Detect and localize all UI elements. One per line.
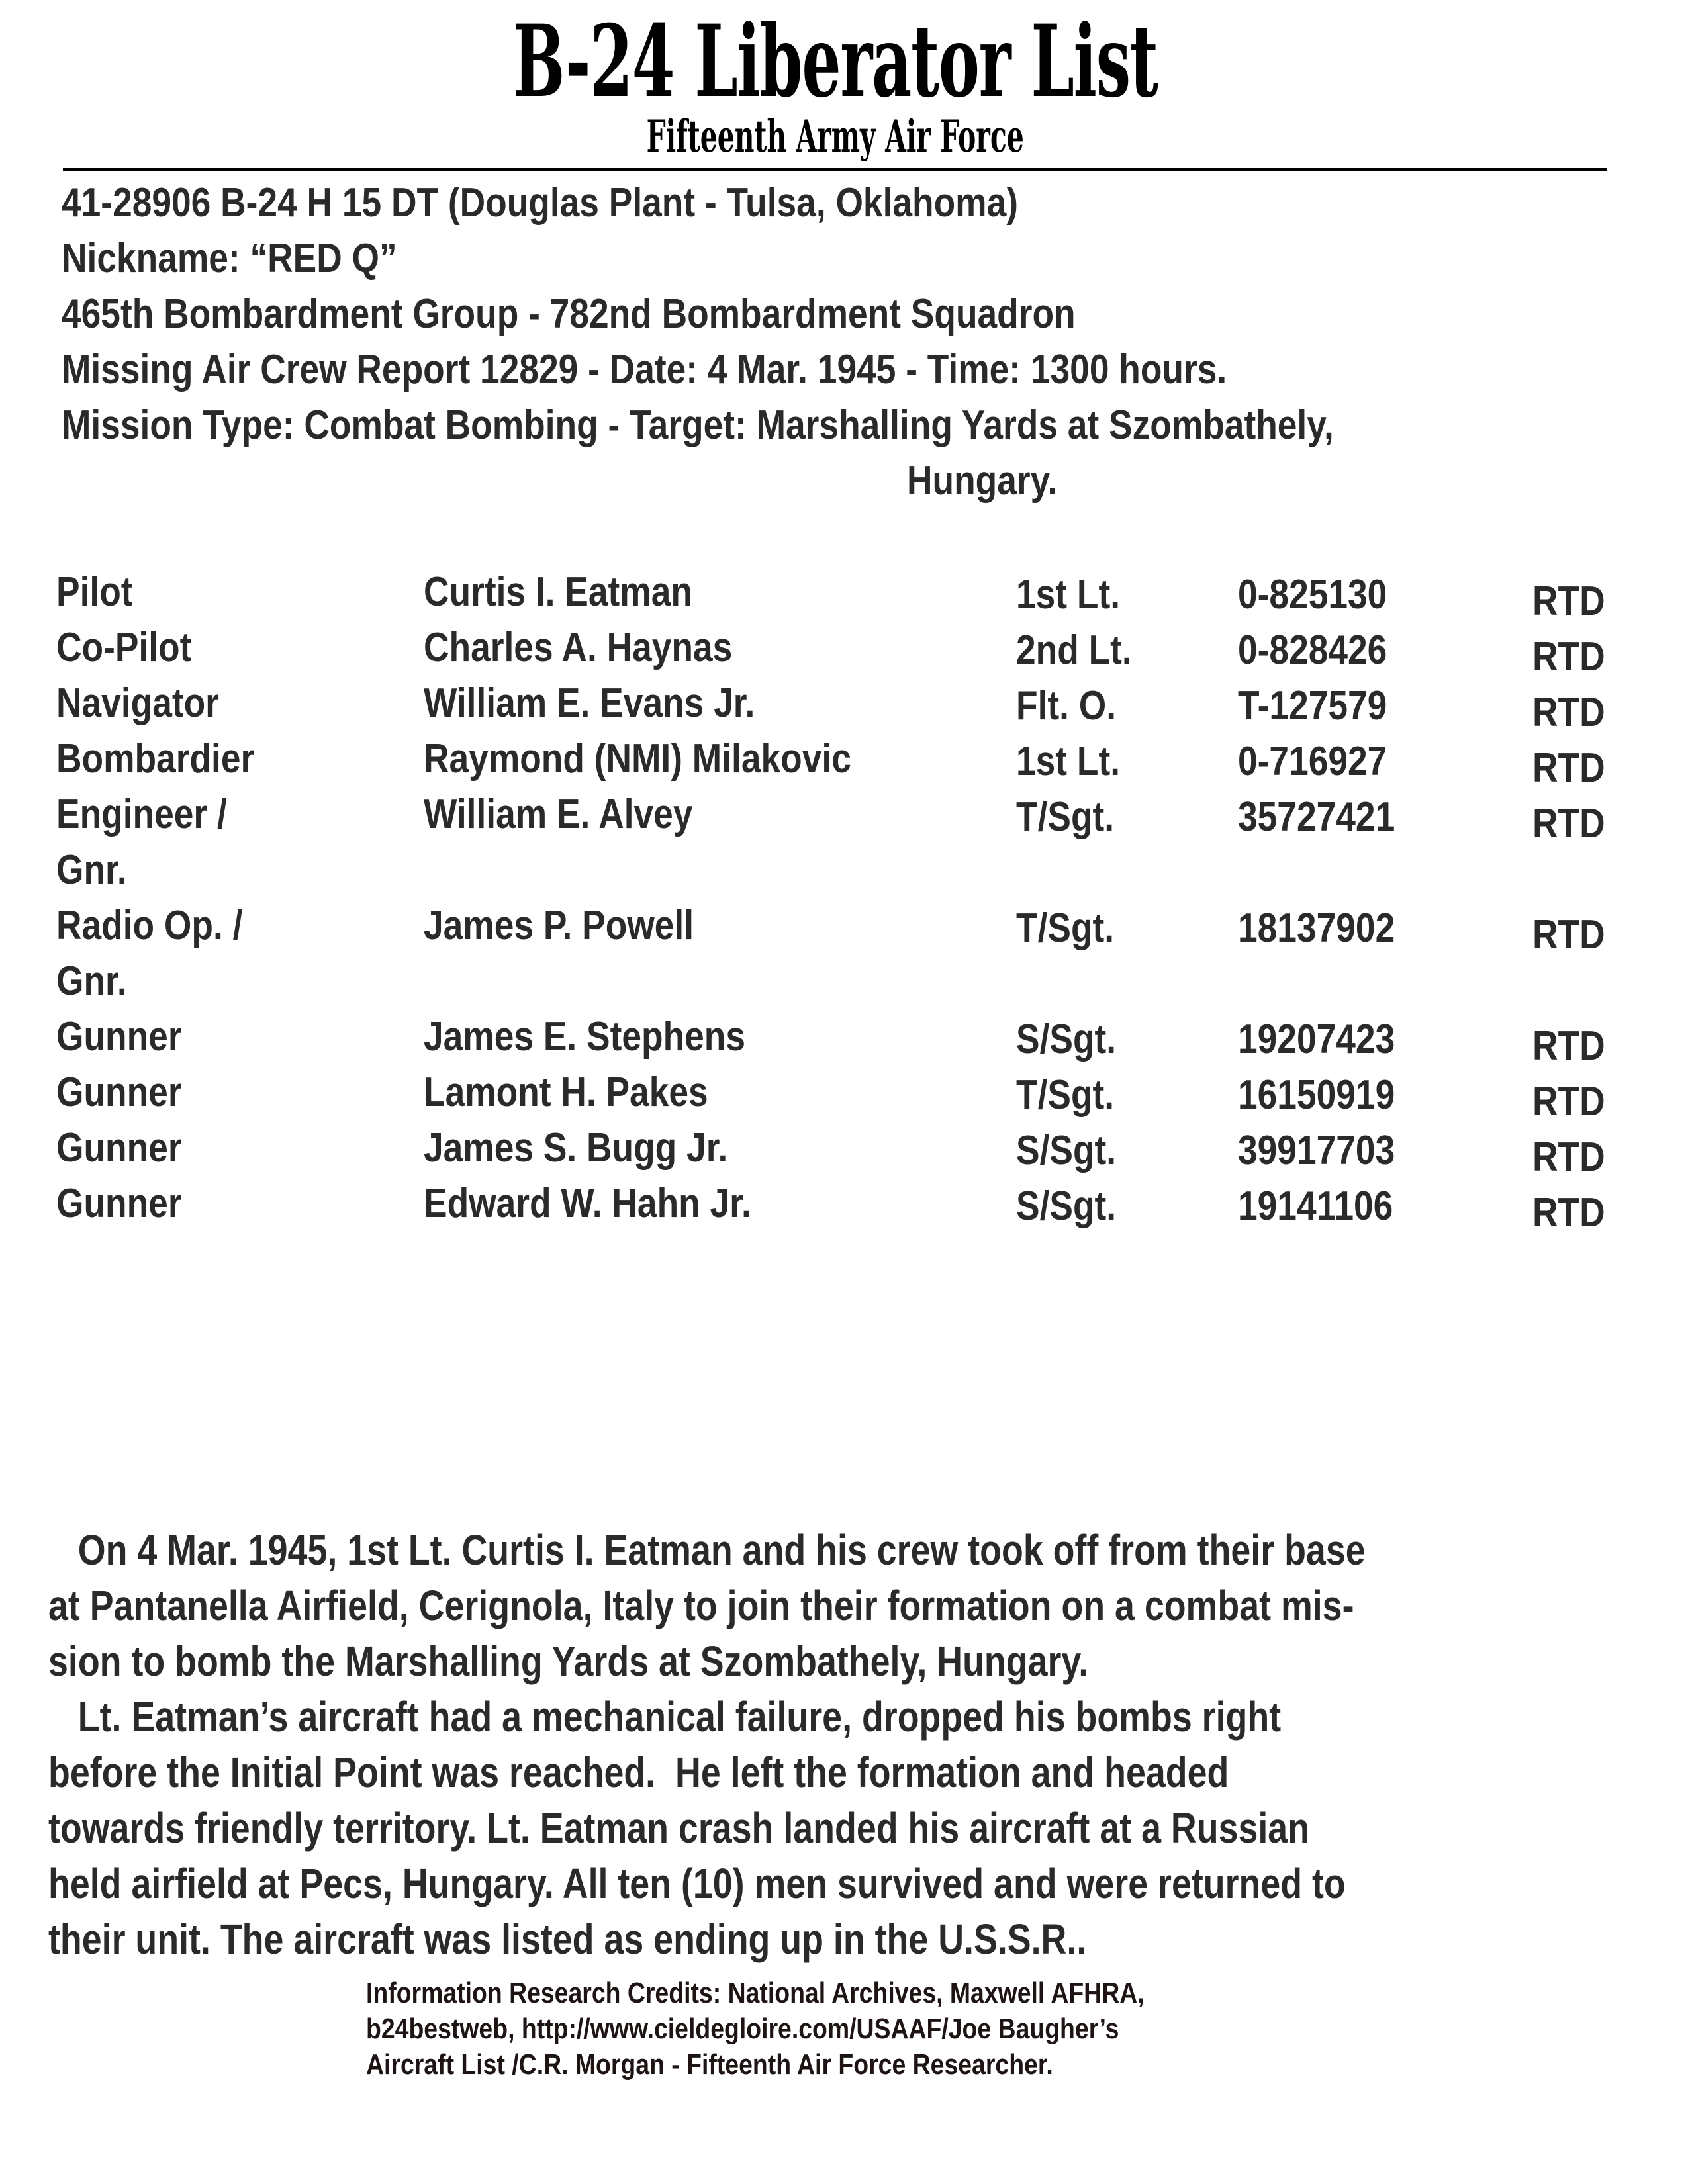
crew-name: William E. Alvey (424, 792, 693, 837)
narrative-line: sion to bomb the Marshalling Yards at Szombathely, Hungary. (48, 1637, 1089, 1685)
aircraft-mission: Mission Type: Combat Bombing - Target: Marshalling Yards at Szombathely, (62, 402, 1334, 448)
crew-status: RTD (1532, 1190, 1605, 1236)
crew-status: RTD (1532, 801, 1605, 846)
crew-rank: S/Sgt. (1016, 1183, 1117, 1229)
crew-name: Charles A. Haynas (424, 625, 733, 670)
crew-rank: 1st Lt. (1016, 739, 1121, 784)
crew-position: Co-Pilot (56, 625, 192, 670)
crew-position-continued: Gnr. (56, 958, 127, 1004)
crew-status: RTD (1532, 912, 1605, 958)
crew-status: RTD (1532, 745, 1605, 791)
crew-rank: 1st Lt. (1016, 572, 1121, 617)
crew-position: Bombardier (56, 736, 255, 782)
crew-name: James S. Bugg Jr. (424, 1125, 728, 1171)
crew-position: Gunner (56, 1125, 182, 1171)
crew-position: Gunner (56, 1181, 182, 1226)
narrative-line: held airfield at Pecs, Hungary. All ten (10) men survived and were returned to (48, 1860, 1346, 1907)
crew-status: RTD (1532, 578, 1605, 624)
aircraft-serial-line: 41-28906 B-24 H 15 DT (Douglas Plant - Tulsa, Oklahoma) (62, 180, 1019, 226)
crew-position-continued: Gnr. (56, 847, 127, 893)
crew-serial: T-127579 (1238, 683, 1387, 729)
crew-status: RTD (1532, 1023, 1605, 1069)
crew-position: Radio Op. / (56, 903, 243, 948)
crew-rank: S/Sgt. (1016, 1017, 1117, 1062)
crew-serial: 39917703 (1238, 1128, 1395, 1173)
crew-rank: Flt. O. (1016, 683, 1117, 729)
crew-status: RTD (1532, 634, 1605, 680)
narrative-line: towards friendly territory. Lt. Eatman crash landed his aircraft at a Russian (48, 1804, 1310, 1852)
crew-serial: 0-825130 (1238, 572, 1387, 617)
crew-position: Engineer / (56, 792, 227, 837)
crew-rank: 2nd Lt. (1016, 627, 1132, 673)
crew-serial: 19141106 (1238, 1183, 1393, 1229)
crew-name: Lamont H. Pakes (424, 1069, 708, 1115)
crew-serial: 0-716927 (1238, 739, 1387, 784)
crew-name: Edward W. Hahn Jr. (424, 1181, 751, 1226)
crew-status: RTD (1532, 690, 1605, 735)
aircraft-nickname: Nickname: “RED Q” (62, 236, 397, 281)
header-divider (63, 168, 1607, 171)
aircraft-macr: Missing Air Crew Report 12829 - Date: 4 Mar. 1945 - Time: 1300 hours. (62, 347, 1227, 392)
aircraft-unit: 465th Bombardment Group - 782nd Bombardment Squadron (62, 291, 1076, 337)
narrative-line: Lt. Eatman’s aircraft had a mechanical failure, dropped his bombs right (48, 1693, 1282, 1741)
page-subtitle: Fifteenth Army Air Force (646, 111, 1024, 162)
crew-serial: 35727421 (1238, 794, 1395, 840)
crew-name: Raymond (NMI) Milakovic (424, 736, 851, 782)
crew-position: Pilot (56, 569, 133, 615)
narrative-line: at Pantanella Airfield, Cerignola, Italy to join their formation on a combat mis- (48, 1582, 1354, 1629)
crew-rank: T/Sgt. (1016, 905, 1115, 951)
crew-serial: 18137902 (1238, 905, 1395, 951)
credits-line: b24bestweb, http://www.cieldegloire.com/USAAF/Joe Baugher’s (366, 2013, 1119, 2045)
crew-status: RTD (1532, 1079, 1605, 1124)
crew-position: Gunner (56, 1069, 182, 1115)
crew-serial: 16150919 (1238, 1072, 1395, 1118)
crew-name: James P. Powell (424, 903, 694, 948)
crew-name: Curtis I. Eatman (424, 569, 692, 615)
crew-serial: 19207423 (1238, 1017, 1395, 1062)
crew-rank: T/Sgt. (1016, 1072, 1115, 1118)
narrative-line: their unit. The aircraft was listed as ending up in the U.S.S.R.. (48, 1915, 1087, 1963)
credits-line: Aircraft List /C.R. Morgan - Fifteenth Air Force Researcher. (366, 2048, 1053, 2081)
crew-status: RTD (1532, 1134, 1605, 1180)
narrative-line: On 4 Mar. 1945, 1st Lt. Curtis I. Eatman and his crew took off from their base (48, 1526, 1366, 1574)
page-title: B-24 Liberator List (512, 3, 1158, 120)
crew-name: James E. Stephens (424, 1014, 746, 1060)
crew-serial: 0-828426 (1238, 627, 1387, 673)
aircraft-mission-continued: Hungary. (907, 458, 1058, 504)
narrative-line: before the Initial Point was reached. He left the formation and headed (48, 1749, 1229, 1796)
crew-rank: S/Sgt. (1016, 1128, 1117, 1173)
crew-position: Navigator (56, 680, 219, 726)
crew-rank: T/Sgt. (1016, 794, 1115, 840)
crew-name: William E. Evans Jr. (424, 680, 755, 726)
credits-line: Information Research Credits: National Archives, Maxwell AFHRA, (366, 1977, 1145, 2009)
crew-position: Gunner (56, 1014, 182, 1060)
